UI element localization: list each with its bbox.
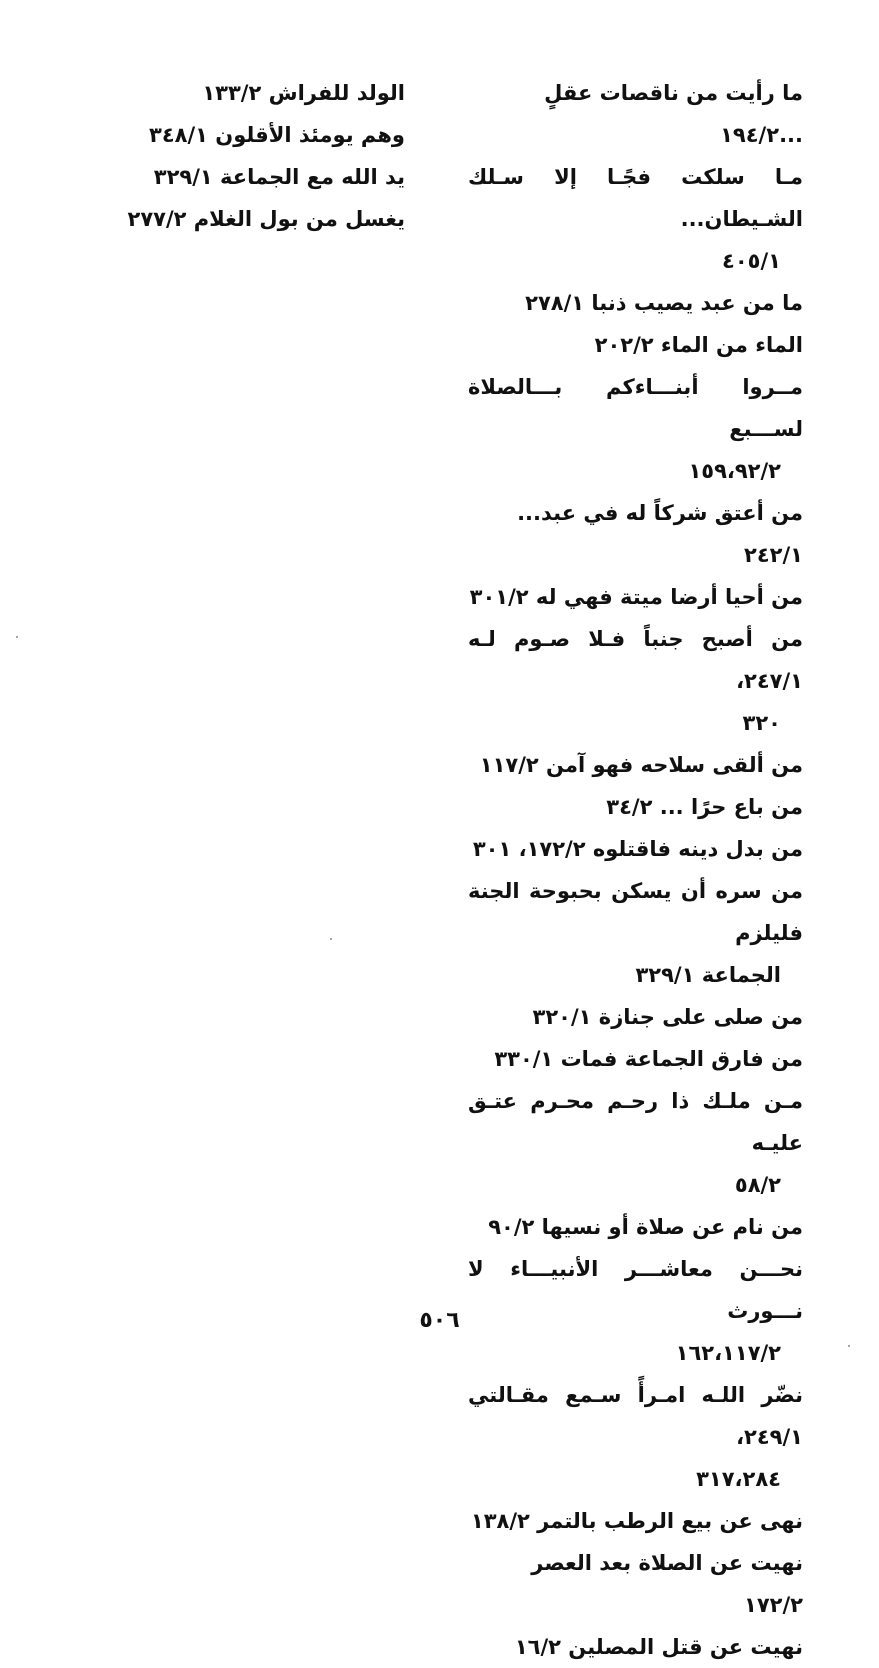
- index-entry-text: من فارق الجماعة فمات ٣٣٠/١: [494, 1047, 803, 1071]
- index-entry-text: ما رأيت من ناقصات عقلٍ ...١٩٤/٢: [544, 81, 803, 147]
- index-entry-text: من بدل دينه فاقتلوه ١٧٢/٢، ٣٠١: [472, 837, 803, 861]
- index-entry-text: مـا سلكت فجًـا إلا سـلك الشـيطان...: [468, 165, 803, 231]
- index-entry-text: من صلى على جنازة ٣٢٠/١: [532, 1005, 803, 1029]
- index-entry: [468, 618, 803, 744]
- index-entry-text: من أحيا أرضا ميتة فهي له ٣٠١/٢: [469, 585, 803, 609]
- scan-speck: [848, 1345, 850, 1347]
- index-entry: [85, 114, 405, 156]
- index-entry-text: نضّر اللـه امـرأً سـمع مقـالتي ٢٤٩/١،: [468, 1383, 803, 1449]
- index-entry: [468, 1206, 803, 1248]
- index-entry: [468, 492, 803, 576]
- index-entry: [468, 72, 803, 156]
- index-entry: [468, 324, 803, 366]
- index-entry: [468, 744, 803, 786]
- index-entry-text: نهى عن بيع الرطب بالتمر ١٣٨/٢: [470, 1509, 803, 1533]
- index-entry-text: مـن ملـك ذا رحـم محـرم عتـق عليـه: [468, 1089, 803, 1155]
- index-entry-text: الماء من الماء ٢٠٢/٢: [594, 333, 803, 357]
- index-entry: [468, 156, 803, 282]
- index-entry: [468, 1038, 803, 1080]
- index-column-right: [468, 72, 803, 1668]
- index-entry-text: نهيت عن الصلاة بعد العصر ١٧٢/٢: [531, 1551, 803, 1617]
- index-entry: [468, 282, 803, 324]
- scan-speck: [330, 938, 332, 940]
- index-entry-text: من سره أن يسكن بحبوحة الجنة فليلزم: [468, 879, 803, 945]
- index-entry-reference: الجماعة ٣٢٩/١: [635, 963, 781, 987]
- index-entry: [468, 786, 803, 828]
- index-entry: [468, 828, 803, 870]
- index-entry: [468, 1542, 803, 1626]
- index-entry: [468, 576, 803, 618]
- index-entry-reference: ٣٢٠: [742, 711, 781, 735]
- index-entry-reference: ١٥٩،٩٢/٢: [688, 459, 781, 483]
- index-entry: [85, 198, 405, 240]
- index-entry: [468, 1500, 803, 1542]
- index-entry: [85, 156, 405, 198]
- index-column-left: [85, 72, 405, 240]
- index-entry-text: من ألقى سلاحه فهو آمن ١١٧/٢: [479, 753, 803, 777]
- index-entry: [468, 870, 803, 996]
- index-entry-text: ما من عبد يصيب ذنبا ٢٧٨/١: [525, 291, 803, 315]
- index-entry: [468, 366, 803, 492]
- scan-speck: [16, 636, 18, 638]
- index-entry-text: الولد للفراش ١٣٣/٢: [202, 81, 405, 105]
- index-entry-reference: ٣١٧،٢٨٤: [696, 1467, 781, 1491]
- index-entry: [468, 996, 803, 1038]
- index-entry-reference: ١٦٢،١١٧/٢: [675, 1341, 781, 1365]
- index-entry-text: مــروا أبنـــاءكم بـــالصلاة لســـبع: [468, 375, 803, 441]
- index-entry: [85, 72, 405, 114]
- index-entry-text: من نام عن صلاة أو نسيها ٩٠/٢: [488, 1215, 803, 1239]
- index-entry-text: يد الله مع الجماعة ٣٢٩/١: [153, 165, 405, 189]
- index-entry-text: وهم يومئذ الأقلون ٣٤٨/١: [149, 123, 405, 147]
- index-entry-text: من أصبح جنباً فـلا صـوم لـه ٢٤٧/١،: [468, 627, 803, 693]
- index-entry: [468, 1374, 803, 1500]
- index-entry-text: يغسل من بول الغلام ٢٧٧/٢: [127, 207, 405, 231]
- index-entry-reference: ٥٨/٢: [734, 1173, 781, 1197]
- index-entry-reference: ٤٠٥/١: [722, 249, 781, 273]
- index-entry: [468, 1626, 803, 1668]
- page-number: ٥٠٦: [419, 1308, 460, 1333]
- index-entry-text: نحـــن معاشـــر الأنبيـــاء لا نـــورث: [468, 1257, 803, 1323]
- index-entry-text: نهيت عن قتل المصلين ١٦/٢: [514, 1635, 803, 1659]
- index-entry-text: من أعتق شركاً له في عبد... ٢٤٢/١: [517, 501, 803, 567]
- index-entry-text: من باع حرًا ... ٣٤/٢: [606, 795, 803, 819]
- index-entry: [468, 1080, 803, 1206]
